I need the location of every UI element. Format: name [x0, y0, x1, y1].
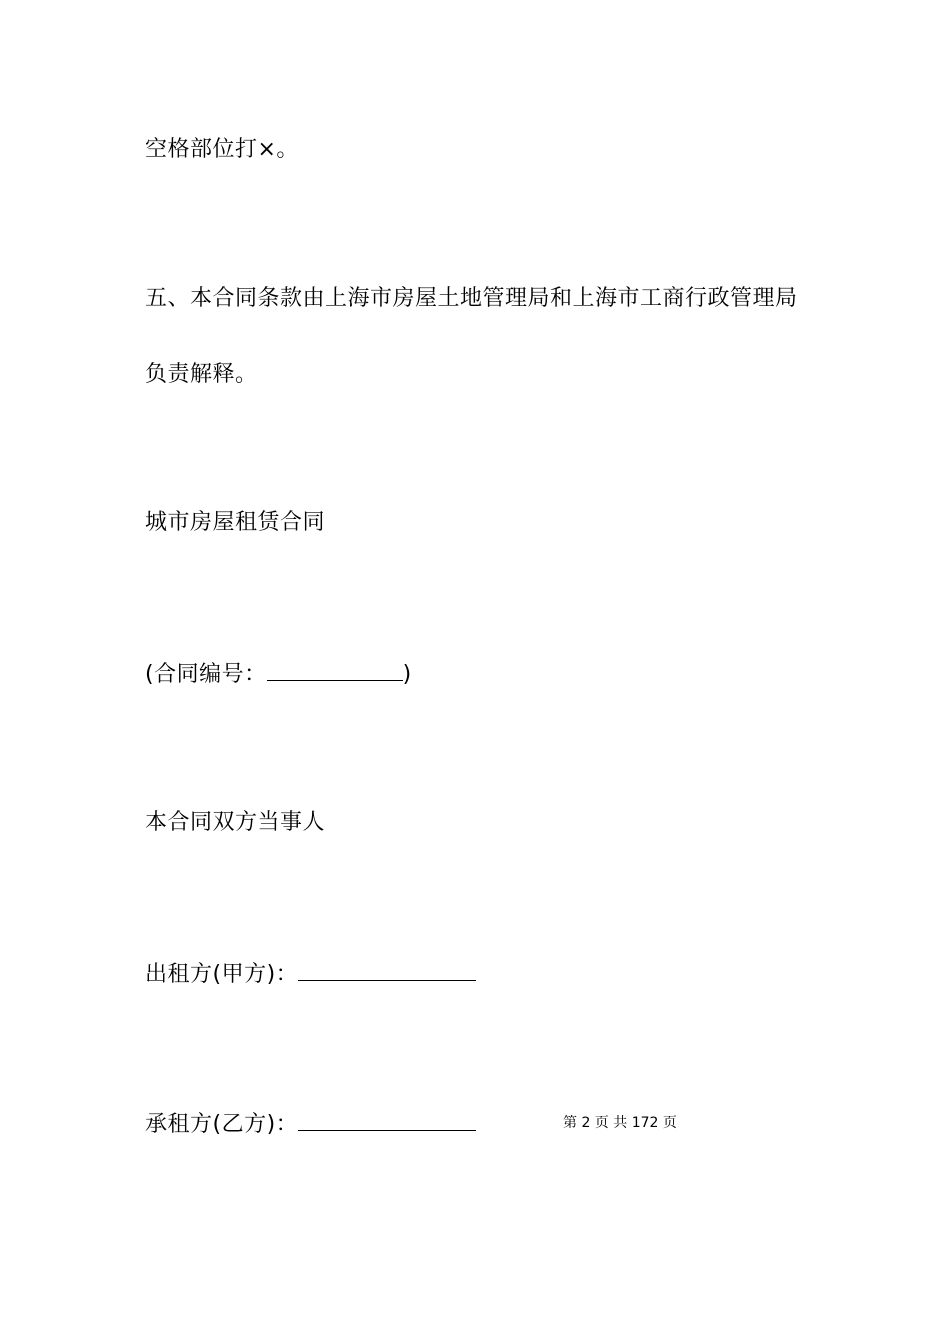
- contract-number-close: ): [402, 662, 412, 687]
- contract-number-blank: [267, 658, 403, 681]
- lessee-line: [145, 1108, 476, 1140]
- contract-number-label: (合同编号：: [145, 662, 267, 687]
- lessor-label: 出租方(甲方)：: [145, 962, 299, 987]
- lessor-line: [145, 958, 476, 990]
- lessor-blank: [298, 958, 476, 981]
- lessee-label: 承租方(乙方)：: [145, 1112, 299, 1137]
- text-line-blank-mark-note: 空格部位打×。: [145, 137, 299, 162]
- page-number: 第 2 页 共 172 页: [563, 1115, 677, 1131]
- contract-number-line: [145, 658, 412, 690]
- parties-heading: 本合同双方当事人: [145, 810, 326, 835]
- text-line-clause-five-cont: 负责解释。: [145, 362, 258, 387]
- contract-title: 城市房屋租赁合同: [145, 510, 326, 535]
- lessee-blank: [298, 1108, 476, 1131]
- text-line-clause-five: 五、本合同条款由上海市房屋土地管理局和上海市工商行政管理局: [145, 286, 798, 311]
